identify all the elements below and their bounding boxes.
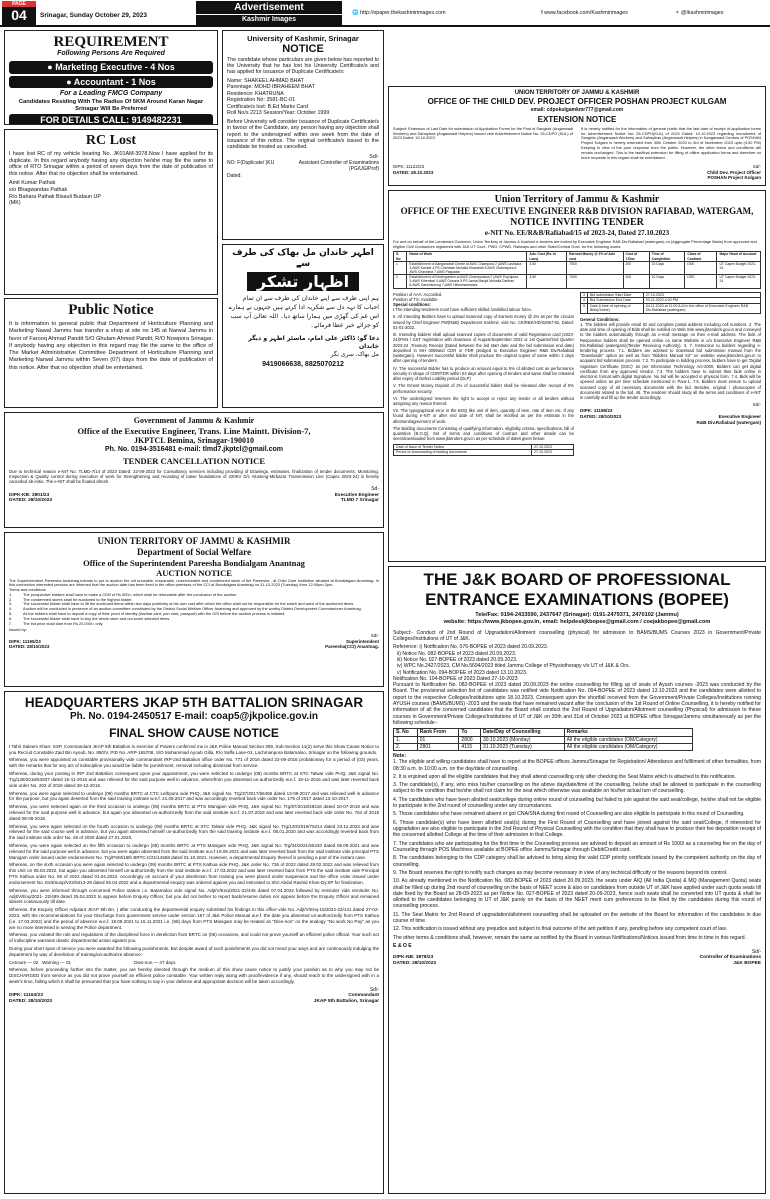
requirement-item-label: Marketing Executive - 4 Nos: [55, 61, 175, 72]
requirement-subtitle: Following Persons Are Required: [57, 50, 165, 57]
uok-notice-label: NOTICE: [282, 43, 324, 56]
table-cell: 2: [394, 275, 407, 288]
requirement-item: ● Marketing Executive - 4 Nos: [9, 61, 213, 74]
table-cell: 2.: [394, 743, 418, 750]
bopee-note: 9. The Board reserves the right to notify such changes as may become necessary in view of any technical difficulty or the reasons beyond its control.: [393, 869, 728, 876]
term-no: 1.: [9, 591, 13, 597]
section-label: Advertisement: [234, 2, 304, 13]
bopee-ref: iii) Notice No. 027-BOPEE of 2023 dated 20.09.2023.: [397, 656, 518, 663]
term-text: The successful bidder shall have to lift the auctioned items within two days positively at his own cost after which the office shall not be responsible for the watch and ward of the auctioned items.: [23, 601, 355, 607]
company-line: For a Leading FMCG Company: [59, 90, 163, 98]
table-header: Rank From: [417, 729, 459, 736]
table-cell: 2800: [459, 736, 481, 743]
particular-line: Certificate/s lost: B.Ed Marks Card: [227, 103, 308, 110]
rc-lost-title: RC Lost: [85, 133, 137, 148]
term-no: 6.: [9, 615, 13, 621]
term-text: The bid price shall start from Rs 20,000/= only.: [23, 620, 104, 626]
trans-title: TENDER CANCELLATION NOTICE: [122, 456, 265, 467]
requirement-item: ● Accountant - 1 Nos: [9, 76, 213, 89]
jkap-dipk: DIPK: 11163/23: [9, 992, 43, 998]
public-notice-title: Public Notice: [68, 302, 154, 318]
bopee-note-title: Note:: [393, 752, 407, 759]
trans-sign2: TLMD 7 Srinagar: [340, 498, 379, 504]
dateline: Srinagar, Sunday October 29, 2023: [40, 12, 147, 19]
table-header: Cost of T/Doc: [623, 252, 649, 261]
raf-left-col: [393, 292, 574, 456]
raf-schedule-table: [580, 292, 761, 314]
bopee-ref: iv) WPC No.2427/2023, CM No.5694/2023 titled Jammu College of Physiotherapy v/s UT of J&K & Ors.: [397, 663, 630, 670]
raf-condition: II. All intending Bidders have to upload Scanned copy of Earnest money @ 2% as per the circular issued by Chief Engineer PW(R&B) Department Kashmir, vide No. CE/RBK/HD/32857-92, Dated: 01-01-2022.: [393, 314, 574, 330]
bopee-title: THE J&K BOARD OF PROFESSIONAL ENTRANCE EXAMINATIONS (BOPEE): [423, 570, 731, 609]
uok-title: University of Kashmir, Srinagar: [247, 34, 359, 43]
particular-line: Residence: KHATRUNA: [227, 90, 284, 97]
twitter-link[interactable]: [675, 10, 723, 16]
jkap-paragraph: Whereas, the Enquiry Officer Adjutant JKAP 5th Bn, ) after conducting the departmental enquiry submitted his findings to this office vide No. Adjt/V/Enq-15/2022-23/141 dated 27-02-2023, with the recommendations for your Discharge from government service under section 187 of J&K Police Manual w.e.f. the date you absented un-authorizedly from PTS Kathua (i.e. 17.03.2022) and the period of absence w.e.f. 19.09.2021 to 15.11.2021 i.e. (58) days from PTS Manigam may be treated as "Dies-non" on the analogy "No work No Pay" as you are no more interested in serving the Police department.: [9, 907, 379, 930]
web-link[interactable]: [352, 10, 445, 16]
jkap-show-cause-notice: [4, 691, 384, 1194]
term-no: 4.: [9, 606, 13, 612]
cdpo-sign1: Child Dev. Project Officer: [707, 169, 761, 175]
bopee-note: 6. Those candidate(s) who have been allotted seat(s) during the First Round of Counselling and have joined against the said seat/College, if interested for upgradation are also eligible to participate in the 2nd Round of Physical Counselling with the condition that they shall have to produce their fee deposition receipt of the concerned allotted College at the time of their admission in that College.: [393, 819, 761, 839]
particular-line: Name: SHAKEEL AHMAD BHAT: [227, 77, 304, 84]
jkap-paragraph: During your short span of service you were awarded the following punishments. But despite award of such punishments you did not mend your ways and are continuously indulging the department by way of dereliction of training/un-authorize absence:-: [9, 946, 379, 957]
signature-line: R/o Bahara Pathak Bisauli Budaun UP: [9, 193, 101, 200]
jkap-sign2: JKAP 5th Battalion, Srinagar: [313, 998, 379, 1004]
raf-dipk: DIPK: 11196/23: [580, 408, 613, 414]
table-cell: 27.10.2023: [643, 292, 760, 298]
raf-condition: IV. The successful Bidder has to produce an amount equal to 5% of allotted cost as performance security in shape of CDR/FDR within 03 days after opening of tenders and same shall be released after expiry of Defect Liability period (DLP): [393, 365, 574, 382]
uok-notice: [222, 30, 384, 240]
trans-sign1: Executive Engineer: [334, 492, 379, 498]
uok-intro: The candidate whose particulars are given below has reported to the University that he has lost his University Certificate/s and has applied for issuance of Duplicate Certificate/s:: [227, 56, 379, 76]
urdu-body: ہم اپنی طرف سے اپنے خاندان کی طرف سے ان تمام احباب کا تہہ دل سے شکریہ ادا کرتے ہیں جنہوں نے ہمارے اس غم کی گھڑی میں ہمارا ساتھ دیا۔ اللہ تعالیٰ آپ سب کو جزائے خیر عطا فرمائے۔: [228, 295, 379, 330]
raf-org1: Union Territory of Jammu & Kashmir: [494, 194, 660, 205]
table-cell: Establishment of Kindergarden at AWS Champorama 2 (AWS Pupulpora 3,AWS Kitrembal 4,AWS Oosona 5,PS Jamia Masjid Mohalla Darthan 6,AWS Gaeshkutung 7,AWS Hillanmashwara: [407, 275, 527, 288]
page-number-badge: [2, 1, 36, 25]
welfare-issued: Issued by:: [9, 627, 27, 633]
rc-lost-body: I have lost RC of my vehicle bearing No. JK01AM-3078.Now I have applied for its duplicate. In this regard anybody having any objection he/she may file the same to office of RTO Srinagar within a period of seven days from the date of publication of this notice. After that no objection shall be entertained.: [9, 151, 213, 177]
uok-signatory: Assistant Controller of Examinations (PG/UG/Prof): [298, 160, 379, 173]
welfare-body: The Superintendent Pareesha Anantnag intends to put to auction the old unusable, irreparable, unserviceable and condemned stock of the Pareesha , at Child Care Institution situated at Bondialgam Anantnag. In this connection interested persons are informed that the auction date has been fixed in the office premises of the CCI at Bondialgam Anantnag on 31-10-2023 (Tuesday) from 12:00pm-2pm.: [9, 577, 379, 588]
table-cell: All the eligible candidates (OM/Category): [564, 736, 692, 743]
table-cell: 3: [581, 292, 588, 298]
raf-condition: I.The intending tenderers must have sufficient skilled /unskilled labour force.: [393, 307, 532, 313]
cdpo-org2: OFFICE OF THE CHILD DEV. PROJECT OFFICER POSHAN PROJECT KULGAM: [427, 97, 727, 107]
public-notice: [4, 298, 218, 408]
jkap-paragraph: Whereas, you violated the rule and regulations of the disciplined force in dereliction from BRTC on (06) occasions, and could not prove yourself an efficient police official. Your such act of indiscipline warrants drastic departmental action against you.: [9, 932, 379, 944]
bopee-note: 2. It is enjoined upon all the eligible candidates that they shall attend counselling only after checking the Seat Matrix which is attached to this notification.: [393, 773, 736, 780]
bopee-notice: [388, 566, 766, 1194]
table-cell: 10 Days: [649, 275, 685, 288]
rc-lost-signature: [9, 180, 213, 206]
bopee-note: 3. The candidate(s), if any, who miss his/her counselling on the above day/date/time of the counselling, he/she shall be allowed to participate in the counselling subject to the condition that he/she shall not claim for the seat which otherwise was available on his/her actual turn of counselling.: [393, 782, 761, 795]
trans-org1: Government of Jammu & Kashmir: [133, 416, 255, 425]
raf-works-table: [393, 251, 761, 288]
tender-cancellation-notice: [4, 412, 384, 528]
table-cell: UT Capex Budget 2023-24: [717, 261, 761, 274]
table-cell: Establishment of Aanganwadi Centre at AWC Champora 2 (AWS Lashkara 3,AWS Kanbal 4,PS Chemban Mohalla Kharabab 5 AWS Chamapora 6 AWS Chashima 7,AWS Paspadar: [407, 261, 527, 274]
bopee-note: 11. The Seat Matrix for 2nd Round of upgradation/allotment counselling shall be uploaded on the website of the Board for information of the candidates in due course of time.: [393, 911, 761, 925]
trans-org2: Office of the Executive Engineer, Trans. Line Maintt. Division-7,: [77, 425, 311, 436]
trans-body: Due to technical reason e-NIT No. TLMD-7/14 of 2023 Dated: 22-08-2023 for Consultancy services including providing of Drawings, estimates, finalization of tender documents, Monitoring, Inspection & Quality control during execution of work for Strengthening and recasting of tower foundations of 220KV D/c Alusteng-Mirbazar Transmission Line (Capex 2023-24) is hereby cancelled ab-initio. The e-NIT shall be floated afresh.: [9, 468, 379, 485]
welfare-sign2: Pareesha(CCI) Anantnag.: [325, 644, 379, 650]
cdpo-sd: Sd/-: [752, 164, 761, 170]
welfare-org2: Department of Social Welfare: [137, 546, 251, 557]
table-cell: All the eligible candidates (OM/Category): [564, 743, 692, 750]
welfare-terms: [9, 593, 379, 626]
jkap-notice: FINAL SHOW CAUSE NOTICE: [109, 726, 279, 741]
paper-name: Kashmir Images: [196, 14, 342, 25]
table-cell: Date & time of opening of Bids(Online): [588, 303, 644, 313]
term-no: 3.: [9, 601, 13, 607]
requirement-ad: [4, 30, 218, 125]
raf-condition: V. The Ernest Money Deposit of 2% of successful bidder shall be released after receipt of 5% performance security.: [393, 383, 574, 394]
twitter-icon: ✦: [675, 10, 680, 16]
page-label: PAGE: [2, 1, 36, 7]
raf-condition: VI. The undersigned reserves the right to accept or reject any tender or all tenders without assigning any reason thereof.: [393, 395, 574, 406]
twitter-handle: @Ikashmirimages: [680, 10, 724, 16]
raf-condition: III. Intending bidders shall upload scanned copies of documents of valid Registration card (2023-24)/PAN / GST registration with clearance of August/September 2023 or 1st Quarter/2nd Quarter 2023-24 ,Treasury Receipt (Dated between the bid start date and the bid submission end date) deposited in MH 0059and CDR or FDR pledged to Executive Engineer R&B Div.Rafiabad (watergam). However successful bidder shall produce the original copies of same within 3 days after opening of tenders.: [393, 332, 574, 364]
bopee-closing: The other terms & conditions shall, however, remain the same as notified by the Board in various Notifications/Notices issued from time to time in this regard.: [393, 934, 747, 941]
trans-dipk: DIPK-KB: 3801/23: [9, 492, 50, 498]
table-cell: 200: [623, 261, 649, 274]
bopee-note: 4. The candidates who have been allotted seat/college during online round of counselling but failed to join against the said seat/college, he/she shall not be eligible to participate in the 2nd round of counselling under any circumstances.: [393, 796, 761, 810]
bopee-note: 12. This notification is issued without any prejudice and subject to final outcome of the writ petition if any, pending before any competent court of law.: [393, 926, 727, 933]
cdpo-right-col: [581, 127, 761, 162]
welfare-dipk: DIPK: 11195/23: [9, 638, 41, 644]
bopee-ref: Reference: i) Notification No. 076-BOPEE of 2023 dated 20.09.2023.: [393, 644, 549, 651]
table-cell: 03.11.2023 4.00 PM: [643, 298, 760, 304]
bopee-sd: Sd/-: [751, 949, 761, 956]
table-row: [394, 736, 693, 743]
urdu-place: مل بھاک، سری نگر: [330, 350, 379, 358]
uok-particulars: [227, 78, 379, 117]
uok-ref-no: NO: F(Duplicate/ )KU: [227, 160, 275, 167]
jkap-paragraph: Whereas, you were again selected on the fifth occasion to undergo (09) months BRTC at PTS Manigam vide PHQ, J&K signal No. Trg/34/2021/55230 dated 06.09.2021 and was relieved for the said purpose well in advance, but you were again absented from the said institute w.e.f 19.09.2021 and was later reverted back from the said institute vide principal PTS Manigam order issued under endorsement No. Trg/PSM/15th BRTC-II/21/14568 dated 01.10.2021. However, a departmental Enquiry thereof is pending a part of the instant case.: [9, 843, 379, 860]
raf-right-col: [580, 292, 761, 456]
signature-line: s/o Bhagwandas Pathak: [9, 186, 68, 193]
term-no: 7.: [9, 620, 13, 626]
jkap-sd: Sd/-: [369, 986, 379, 993]
table-row: [394, 275, 761, 288]
jkap-paragraph: Whereas, during your posting in IRP 2nd Battalion consequent upon your appointment, you were selected to undergo (09) months BRTC at STC Talwar vide PHQ, J&K signal No. Trg/128/2016/63937 dated 15-11-2016 and was relieved for the said purpose well in advance, wherefrom you absented un-authorizedly w.e.f. 18-11-2016 and was later reverted back vide order No. 202 of 2016 dated 28-12-2016.: [9, 771, 379, 788]
raf-dates-table: [393, 444, 574, 456]
bopee-tel: Tele/Fax: 0194-2433590, 2437647 (Srinagar): 0191-2479371, 2470102 (Jammu): [475, 612, 679, 618]
table-header: S. No: [394, 729, 418, 736]
welfare-title: AUCTION NOTICE: [156, 568, 232, 579]
bopee-note: 10. As already mentioned in the Notification No. 082-BOPEE of 2023 dated 20.09.2023, the seats under AIQ (All India Quota) & MQ (Management Quota) seats shall be filled up during 2nd round of counselling on the basis of NEET score & also on candidates from outside UT of J&K have applied under such quota seats till date fixed by the Board as 28-09-2023 as per Notice No. 027-BOPEE of 2023 dated 20-09-2023, hence such seats shall be converted into UT quota & shall be allotted to the candidates belonging to UT of J&K purely on the basis of the NEET merit cum preferences to be filled by the candidates during this round of counselling process.: [393, 878, 761, 910]
urdu-thanks-ad: [222, 244, 384, 408]
uok-sd: Sd/-: [369, 153, 379, 160]
table-row: [394, 261, 761, 274]
table-header: Class of Contract: [685, 252, 717, 261]
particular-line: Registration No: 3581-BC-01: [227, 97, 296, 104]
table-cell: UT Capex Budget 2023-24: [717, 275, 761, 288]
jkap-paragraph: Censure — 02 Warning — 01 Dies-non — 47 days.: [9, 959, 177, 965]
urdu-dua: دعا گو: ڈاکٹر علی امام، ماسٹر اطہر و دیگر خاندان: [248, 335, 379, 350]
bopee-note: 8. The candidates belonging to the CDP category shall be advised to bring along the valid CDP priority certificate issued by the competent authority on the day of counselling.: [393, 855, 761, 868]
urdu-title: اطہر خاندان مل بھاک کی طرف سے: [232, 248, 374, 269]
bopee-note: 5. Those candidates who have remained absent or got CNA/SNA during first round of Counselling are also eligible to participate in this round of Counselling.: [393, 811, 745, 818]
table-cell: 01: [417, 736, 459, 743]
raf-title: NOTICE INVITING TENDER: [510, 217, 644, 229]
term-text: All the bidders shall have to deposit a copy of their proof of identity (Aadhar card, pan card, passport) with the O/S before the auction process is initiated.: [23, 611, 286, 617]
jkap-contact: Ph. No. 0194-2450517 E-mail: coap5@jkpolice.gov.in: [70, 711, 318, 722]
raf-condition: The Bidding documents Consisting of qualifying information, eligibility criteria, specifications, bill of quantities (B.O.Q), Set of terms and conditions of contract and other details can be seen/downloaded from www.jktenders.gov.in as per schedule of dates given below:: [393, 425, 574, 442]
table-header: Adv. Cost (Rs. In Lacs): [527, 252, 567, 261]
auction-notice: [4, 532, 384, 687]
raf-position: Special conditions:: [393, 302, 431, 307]
jkap-body: [9, 744, 379, 985]
bopee-sign2: J&K BOPEE: [733, 961, 761, 967]
bopee-ref: Notification No. 104-BOPEE of 2023 Dated 27-10-2023: [393, 675, 518, 682]
table-header: Earnest Money @ 2% of Adv. cost: [567, 252, 623, 261]
table-row: [394, 743, 693, 750]
cdpo-email: email: cdpokulgamkmr777@gmail.com: [530, 107, 624, 114]
raf-sign1: Executive Engineer: [718, 413, 761, 419]
table-cell: 4115: [459, 743, 481, 750]
page-number: 04: [11, 7, 27, 24]
term-text: The prospective bidders shall have to make a CDR of Rs 500/= which shall be refundable after the conclusion of the auction.: [23, 591, 238, 597]
term-text: The condemned stores shall be auctioned to the highest bidder.: [23, 596, 133, 602]
criteria-line: Candidates Residing With The Radius Of 5KM Around Karan Nagar Srinagar Will Be Preferred: [18, 99, 204, 113]
welfare-sign1: Superintendent: [345, 638, 379, 644]
table-cell: 27.10.2023: [532, 444, 574, 450]
cdpo-subject: Subject: Extension of Last Date for submission of Application Forms for the Post of Sanginis (Anganwadi Workers) and Sahayikas (Anganwadi Helpers) issued vide Advertisement Notice No: 25-CDPO (KUL) of 2023 Dated: 10.10.2023: [393, 125, 573, 141]
table-cell: 1: [394, 261, 407, 274]
raf-position: Position of TS: Available: [393, 296, 438, 302]
table-cell: Period of downloading of bidding documents: [394, 450, 532, 456]
table-cell: 7000: [567, 275, 623, 288]
table-cell: 04.11.2023 at 11:00 A.M in the office of Executive Engineer R&B Div.Rafiabad (watergam): [643, 303, 760, 313]
table-cell: DEE: [685, 261, 717, 274]
raf-sign2: R&B Div.Rafiabad (watergam): [696, 419, 761, 425]
bopee-schedule-table: [393, 728, 693, 751]
term-no: 2.: [9, 596, 13, 602]
table-cell: 31.10.2023 (Tuesday): [481, 743, 565, 750]
facebook-link[interactable]: [541, 10, 628, 16]
table-header: S. No: [394, 252, 407, 261]
raf-general: 1. The bidders will provide email ID and complete postal address including cell numbers. 2. The date and time of opening of Bids shall be notified on Web Site www.jktenders.gov.in and conveyed to the bidders automatically through an e-mail message on their e-mail address. The bids of Responsive bidders shall be opened online on same Website in o/o Executive Engineer R&B Div.Rafiabad (watergam)(Tender Receiving Authority). 3. 7. Instruction to bidders regarding e-tendering process. 7.1. Bidders are advised to download bid submission manual from the "Downloads" option as well as from "Bidders Manual Kit" on website www.jktenders.gov.in to acquaint bid submission process. 7.2. To participate in bidding process, bidders have to get 'Digital Signature Certificate (DSC)' as per Information Technology Act-2000. Bidders can get digital certificate from any approved Vendor. 7.3. The bidders have to submit their bids online in electronic format with digital Signature. No bid will be accepted in physical form. 7.4. Bids will be opened online as per time schedule mentioned in Para-1. 7.5. Bidders must ensure to upload scanned copy of all necessary documents with the bid. Besides, original / photocopies of documents related to the bid. 46. The tenderer should study all the terms and conditions of e-NIT in carefully and fill up the tender accordingly.: [580, 321, 761, 401]
urdu-title-2: اظہار تشکر: [247, 272, 359, 292]
term-no: 5.: [9, 611, 13, 617]
bopee-intro: Pursuant to Notification No. 082-BOPEE of 2023 dated 20.09.2023 the online counselling for filling up of seats of Ayush courses -2023 was conducted by the Board. The provisional selection list of candidates was notified vide Notification No. 094-BOPEE of 2023 dated 13.10.2023 and the candidates were allotted to report to the respective Colleges/Institutions upto 18.10.2023. Consequent upon the shortfall received from the Government/Private Colleges/Institutions running AYUSH courses (BAMS/BUMS) -2023 and the seats that have remained vacant after the conclusion of the 1st Round of Online Counselling, it is hereby notified for information of all the concerned candidates that the Board shall conduct the 2nd Round of Upgradation/Allotment counselling (Physical) for admission to these courses in Government/Private Colleges/Institutions of UT of J&K on 30th and 31st of October 2023 at BOPEE office Srinagar/Jammu simultaneously as per the following schedule:-: [393, 682, 761, 726]
jkap-paragraph: Whereas, you were again selected on the fourth occasion to undergo (09) months BRTC at STC Talwar vide PHQ, J&K signal No. Trg/120/2019/75214 dated 23.12.2023 and was relieved for the said course well in advance, but you again absented himself un-authorizedly from the said training institute w.e.f. 08.01.2020 and was accordingly reverted back from the said institute vide order No. 26 of 2020 dated 27.01.2020.: [9, 823, 379, 841]
table-cell: Bid Submission End Date: [588, 298, 644, 304]
bopee-ref: v) Notification No. 094-BOPEE of 2023 dated 13.10.2023.: [397, 669, 528, 676]
jkap-paragraph: Whereas, on the sixth occasion you were again selected to undergo (09) months BRTC at PTS Kathua vide PHQ, J&K order No. 736 of 2022 dated 28.02.2022 and was relieved from this Unit on 05.03.2022, but again you absented himself un-authorizedly from the said institute w.e.f. 17.03.2022 and was later reverted back from PTS the said institute vide Principal PTS Kathua order No. 59 of 2022 dated 01.04.2022. Accordingly on account of your dereliction from training you were placed under suspension and the office order issued under endorsement No. Estt/Susp/V22/6413-29 dated 05.04.2022 and a departmental enquiry was ordered against you and entrusted to Shri Abdul Rashid Khan-Dy.SP for finalization.: [9, 862, 379, 885]
signature-line: Amit Kumar Pathak: [9, 180, 56, 187]
bopee-note: 1. The eligible and willing candidates shall have to report at the BOPEE offices Jammu/Srinagar for Registration/ Attendance and fulfilment of other formalities, from 08:30 a.m. to 10:00 a.m. on the day/date of counselling.: [393, 759, 761, 772]
table-cell: Bid submission Start Date: [588, 292, 644, 298]
bopee-subject: Subject:- Conduct of 2nd Round of Upgradation/Allotment counselling (physical) for admission to BAMS/BUMS Courses 2023 in Government/Private Colleges/Institutions of UT of J&K.: [393, 629, 761, 642]
uok-body: Before University will consider issuance of Duplicate Certificate/s in favour of the Candidate, any person having any objection shall report to the undersigned within one week from the date of issuance of this notice. The original certificate/s issued to the candidate be treated as cancelled.: [227, 118, 379, 151]
raf-dated: DATED: 28/10/2023: [580, 413, 622, 419]
cdpo-title: EXTENSION NOTICE: [537, 115, 617, 125]
table-cell: 3.50: [527, 275, 567, 288]
table-cell: 3.50: [527, 261, 567, 274]
uok-dated: Dated:: [227, 172, 242, 179]
raf-org2: OFFICE OF THE EXECUTIVE ENGINEER R&B DIVISION RAFIABAD, WATERGAM,: [400, 206, 754, 217]
table-header: To: [459, 729, 481, 736]
jkap-paragraph: Whereas, before proceeding further into the matter, you are hereby directed through the medium of this show cause notice to justify your position as to why you may not be DISCHARGED from service as you did not prove yourself an efficient police constable. Your written reply along with proof/evidence if any, should reach to the undersigned with in a week's time, failing which it shall be presumed that you have nothing to say in your defense and appropriate decision will be taken accordingly.: [9, 967, 379, 985]
table-cell: 10 Days: [649, 261, 685, 274]
table-header: Date/Day of Counselling: [481, 729, 565, 736]
facebook-icon: f: [541, 10, 543, 16]
term-text: The successful bidder shall have to buy the whole store and not some selected items.: [23, 615, 171, 621]
welfare-dated: DATED: 28/10/2023: [9, 644, 50, 650]
bopee-dipk: DIPK-NB: 3878/23: [393, 955, 434, 961]
table-cell: 2801: [417, 743, 459, 750]
jkap-paragraph: I Tahir Saleem Khan- SSP, Commandant JKAP 5th Battalion in exercise of Powers conferred me in J&K Police Manual Section 359, Sub-Section 11(2) serve this Show Cause Notice to you Recruit Constable Zaid Bin Ayoub, No. 850/V, PID No. ARP-165708, S/O Mohammad Ayoub Gilla, R/o Saffa Lane-01, Lachmanpora Batamaloo, Srinagar on the following grounds.: [9, 743, 379, 755]
signature-line: (MK): [9, 200, 21, 207]
table-cell: 200: [623, 275, 649, 288]
table-cell: 27.10.2023: [532, 450, 574, 456]
cdpo-dated: DATED: 28.10.2023: [393, 169, 434, 175]
jkap-sign1: Commandant: [348, 992, 379, 998]
cdpo-left-col: [393, 127, 573, 162]
bopee-web: website: https://www.jkbopee.gov.in, email: helpdeskjkbopee@gmail.com / coejakbopee@gmail.com: [443, 618, 711, 625]
table-cell: 5: [581, 303, 588, 313]
welfare-terms-title: Terms and conditions: [9, 587, 46, 593]
particular-line: Roll No/s 2213 Session/Year: October 1999: [227, 110, 330, 117]
table-header: Time of Completion: [649, 252, 685, 261]
raf-position: Position of AAA: Accorded.: [393, 291, 443, 297]
particular-line: Parentage: MOHD IBRAHEEM BHAT: [227, 84, 315, 91]
welfare-org1: UNION TERRITORY OF JAMMU & KASHMIR: [97, 536, 291, 546]
jkap-paragraph: Whereas, you were selected again on the third occasion to undergo (09) months BRTC at PTS Manigam vide PHQ, J&K signal No. Trg/87/2018/48216 dated 10-07-2018 and was relieved for the said purpose well in advance, but again you absented un-authorizedly from the said institute w.e.f. 21.07.2018 and was later reverted back vide order No. 764 of 2018 dated 08-08-2018.: [9, 804, 379, 821]
contact-line: FOR DETAILS CALL: 9149482231: [9, 114, 213, 125]
requirement-title: REQUIREMENT: [53, 34, 169, 50]
section-title: [196, 1, 342, 25]
bopee-ref: ii) Notice No. 082-BOPEE of 2023 dated 20.09.2023.: [397, 650, 517, 657]
welfare-sd: Sd/-: [370, 633, 379, 639]
raf-sd: Sd/-: [752, 402, 761, 408]
table-cell: 30.10.2023 (Monday): [481, 736, 565, 743]
table-cell: DEE: [685, 275, 717, 288]
table-cell: Date of Issue of Tender Notice: [394, 444, 532, 450]
table-header: Name of Work: [407, 252, 527, 261]
bopee-sign1: Controller of Examinations: [699, 955, 761, 961]
public-notice-body: It is information to general public that Department of Horticulture Planning and Marketing Nawal Jammu has transfer a shop at site no 145 at Narwal Jammu in favor of Farooq Ahmad Pandit S/O Ghulam Ahmed Pandit, R/O Nowpora Srinagar. If anybody having any objection in this regard may file the same to the office of The Market Administrative Committee Department of Horticulture Planning and Marketing Narwal Jammu within Seven (07) days from the date of publication of this notice. After that no objection shall be entertained.: [9, 321, 213, 371]
bopee-dated: DATED: 28/10/2023: [393, 961, 437, 967]
trans-contact: Ph. No. 0194-3516481 e-mail: tlmd7.jkptcl@gmail.com: [104, 445, 283, 453]
raf-nit: e-NIT No. EE/R&B/Rafiabad/15 of 2023-24, Dated 27.10.2023: [484, 229, 670, 238]
bopee-body: [393, 630, 761, 950]
welfare-org3: Office of the Superintendent Pareesha Bondialgam Anantnag: [83, 557, 305, 568]
raf-condition: VII. The typographical error in the BOQ like unit of item, quantity of item, rate of item etc. If any found during e-NIT or after end date of NIT, shall be rectified as per the estimate in the allotment/agreement of work.: [393, 408, 574, 424]
jkap-paragraph: Whereas, you were informed through concerned Police station i.e. Batamaloo vide signal No. Adjt/V/Enq/2021-22/445 dated 07.04.2022 followed by reminder vide reminder No. Adjt/V/Enq/2021- 22/489 dated 25.04.2022 to appear before Enquiry Officer, but you did not bother to report back/resume duties nor appear before the Enquiry Officer and remained absent continuously till date.: [9, 887, 379, 905]
cdpo-sign2: POSHAN Project Kulgam: [707, 175, 761, 181]
web-url: http://epaper.thekashmirimages.com: [360, 10, 446, 16]
table-header: Major Head of Account: [717, 252, 761, 261]
requirement-item-label: Accountant - 1 Nos: [73, 76, 156, 87]
globe-icon: 🌐: [352, 10, 359, 16]
rc-lost-notice: [4, 129, 218, 295]
table-cell: 1.: [394, 736, 418, 743]
table-cell: 7000: [567, 261, 623, 274]
cdpo-dipk: DIPK: 11122/23: [393, 164, 425, 170]
cdpo-org1: UNION TERRITORY OF JAMMU & KASHMIR: [514, 90, 640, 96]
extension-notice: [388, 86, 766, 186]
table-header: Remarks: [564, 729, 692, 736]
trans-address: JKPTCL Bemina, Srinagar-190010: [134, 436, 254, 446]
page-header: [0, 0, 770, 27]
jkap-paragraph: Whereas, you were appointed as constable provisionally vide commandant IRP-2nd Battalion office order No. 771 of 2016 dated 22-09-2016 probationary for a period of (03) years, with the remarks that for any act of indiscipline you would be liable for punishment, removal including dismissal from service.: [9, 757, 379, 769]
urdu-phones: 9419066638, 8825070212: [262, 360, 344, 368]
rafiabad-nit: [388, 190, 766, 562]
jkap-dated: DATED: 28/10/2023: [9, 998, 53, 1004]
facebook-url: www.facebook.com/Kashmirimages: [544, 10, 628, 16]
raf-general-title: General Conditions:: [580, 316, 620, 322]
trans-sd: Sd-: [371, 486, 379, 493]
term-text: Auction will be conducted in presence of an auction committee constituted by the District Social Welfare Officer Anantnag and approved by the worthy District Development Commissioner Anantnag.: [23, 606, 362, 612]
raf-intro: For and on behalf of the Lieutenant Governor, Union Territory of Jammu & Kashmir e-tenders are invited by Executive Engineer R&B Div.Rafiabad (watergam) on (Aggregate Percentage Basis) from approved and eligible Civil Contractors registered with J&K UT Govt., PWD, CPWD, Railways and other State/Central Govt. for the following works:: [393, 238, 757, 249]
bopee-eoe: E & O E: [393, 943, 412, 949]
bopee-note: 7. The candidates who are participating for the first time in the Counseling process are advised to deposit an amount of Rs 1000/ as a counseling fee on the day of Counseling through POS Machines available at BOPEE office Jammu/Srinagar through Debit/Credit card.: [393, 840, 761, 853]
table-cell: 4: [581, 298, 588, 304]
cdpo-body: It is hereby notified for the information of general public that the last date of receipt of application forms for Advertisement Notice No: 25-CDPO(KUL) of 2023 Dated: 10.10.2023 regarding recruitment of Sanginis (Anganwadi Workers) and Sahayikas (Anganwadi Helpers) in Kangarwadi Centres of POSHAN Project Kulgam is hereby extended from 30th October 2023 to 3rd of November 2023 upto (4:30 PM) Keeping in view of the poor response from the public. However, the other terms and conditions will remain unchanged. This is the last/final extension for filling of offline application forms and therefore no more requests in this regard shall be entertained.: [581, 125, 761, 160]
jkap-title: HEADQUARTERS JKAP 5TH BATTALION SRINAGAR: [24, 695, 364, 710]
jkap-paragraph: Whereas, you were again selected to undergo (09) months BRTC at CTC Lethpora vide PHQ, J&K signal No. Trg/37/2017/66456 dated 13-09-2017 and was relieved well in advance for the purpose, but you again deserted from the said training institute w.e.f. 21.09.2017 and was accordingly reverted back vide order No. 179 of 2017 dated 13-10-2017.: [9, 790, 379, 802]
trans-dated: DATED: 28/10/2023: [9, 498, 53, 504]
